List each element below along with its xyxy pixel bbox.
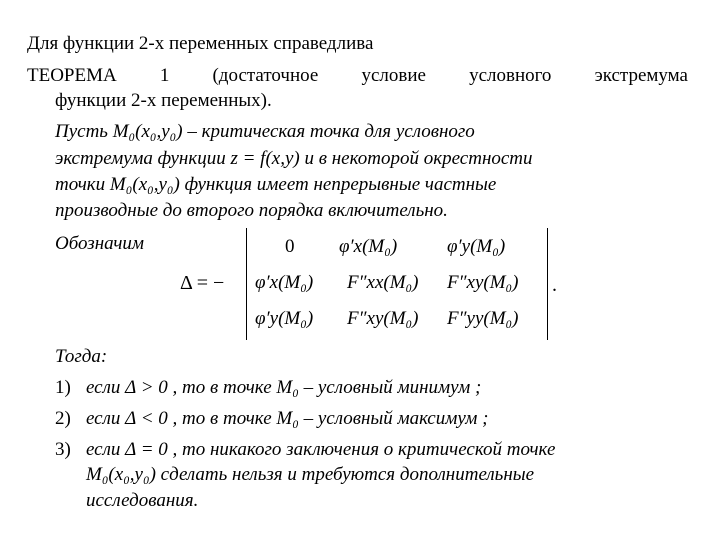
hypothesis-line-3: точки M₀(x₀,y₀) функция имеет непрерывные частные [55,174,497,195]
case3-continuation-2: исследования. [86,490,199,511]
case3-continuation-1: M₀(x₀,y₀) сделать нельзя и требуются дополнительные [86,464,535,485]
theorem-word: экстремума [594,65,688,86]
det-cell-0-1: φ′x(M₀) [339,236,398,257]
det-cell-1-0: φ′x(M₀) [255,272,314,293]
case-number: 2) [55,408,71,429]
theorem-word: условного [469,65,552,86]
det-cell-0-0: 0 [285,236,295,257]
then-label: Тогда: [55,346,108,367]
determinant-matrix [246,228,548,340]
det-cell-1-1: F″xx(M₀) [347,272,419,293]
det-cell-1-2: F″xy(M₀) [447,272,519,293]
case-text: если Δ > 0 , то в точке M₀ – условный минимум ; [86,377,482,398]
det-cell-2-0: φ′y(M₀) [255,308,314,329]
hypothesis-line-2: экстремума функции z = f(x,y) и в некоторой окрестности [55,148,533,169]
case-number: 3) [55,439,71,460]
intro-text: Для функции 2-х переменных справедлива [27,33,374,54]
theorem-word: 1 [159,65,170,86]
theorem-title-cont: функции 2-х переменных). [55,90,272,111]
det-cell-2-2: F″yy(M₀) [447,308,519,329]
hypothesis-line-1: Пусть M₀(x₀,y₀) – критическая точка для условного [55,121,475,142]
theorem-word: условие [361,65,426,86]
theorem-word: (достаточное [212,65,319,86]
denote-label: Обозначим [55,233,145,254]
theorem-word: ТЕОРЕМА [27,65,117,86]
theorem-title [27,64,688,88]
case-text: если Δ < 0 , то в точке M₀ – условный максимум ; [86,408,489,429]
determinant-period: . [552,274,557,296]
case-number: 1) [55,377,71,398]
case-text: если Δ = 0 , то никакого заключения о критической точке [86,439,556,460]
det-cell-2-1: F″xy(M₀) [347,308,419,329]
delta-lhs: Δ = − [180,272,225,294]
det-cell-0-2: φ′y(M₀) [447,236,506,257]
hypothesis-line-4: производные до второго порядка включительно. [55,200,448,221]
